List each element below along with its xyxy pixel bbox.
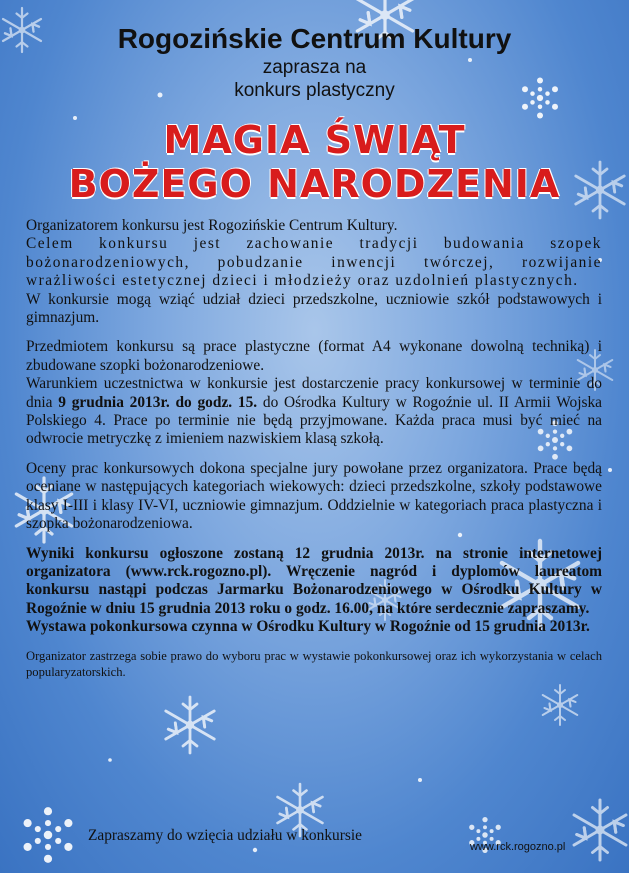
conditions-paragraph (26, 375, 602, 449)
goal-paragraph: Celem konkursu jest zachowanie tradycji budowania szopek bożonarodzeniowych, pobudzanie inwencji twórczej, rozwijanie wrażliwości estetycznej dzieci i młodzieży oraz uzdolnień plastycznych. (26, 235, 602, 290)
conditions-text-b: do Ośrodka Kultury w Rogoźnie ul. II Armii Wojska Polskiego 4. Prace po terminie nie będą przyjmowane. Każda praca musi być mieć na odwrocie metryczkę z imieniem nazwiskiem klasą szkołą. (26, 393, 602, 448)
results-paragraph: Wyniki konkursu ogłoszone zostaną 12 grudnia 2013r. na stronie internetowej organizatora (www.rck.rogozno.pl). Wręczenie nagród i dyplomów laureatom konkursu nastąpi podczas Jarmarku Bożonarodzeniowego w Ośrodku Kultury w Rogoźnie w dniu 15 grudnia 2013 roku o godz. 16.00, na które serdecznie zapraszamy. (26, 544, 602, 617)
contest-title-line2: BOŻEGO NARODZENIA (68, 162, 561, 206)
organizer-name: Rogozińskie Centrum Kultury (117, 23, 512, 54)
jury-paragraph: Oceny prac konkursowych dokona specjalne jury powołane przez organizatora. Prace będą oceniane w następujących kategoriach wiekowych: dzieci przedszkolne, szkoły podstawowe klasy I-III i klasy IV-VI, uczniowie gimnazjum. Oddzielnie w kategoriach praca plastyczna i szopka bożonarodzeniowa. (26, 459, 602, 533)
footer-invite: Zapraszamy do wzięcia udziału w konkursie (88, 827, 362, 844)
deadline-date: 9 grudnia 2013r. do godz. 15. (58, 393, 258, 411)
header (0, 22, 629, 102)
contest-title-line1: MAGIA ŚWIĄT (163, 118, 466, 162)
conditions-text-a: Warunkiem uczestnictwa w konkursie jest dostarczenie pracy konkursowej w terminie do dnia (26, 375, 602, 411)
participants-paragraph: W konkursie mogą wziąć udział dzieci przedszkolne, uczniowie szkół podstawowych i gimnazjum. (26, 290, 602, 327)
contest-title (0, 118, 629, 206)
invites-line: zaprasza na (262, 57, 367, 78)
contest-rules (26, 217, 602, 680)
subject-paragraph: Przedmiotem konkursu są prace plastyczne (format A4 wykonane dowolną techniką) i zbudowane szopki bożonarodzeniowe. (26, 338, 602, 374)
website-url: www.rck.rogozno.pl (470, 841, 566, 853)
contest-type: konkurs plastyczny (234, 80, 395, 101)
exhibition-paragraph: Wystawa pokonkursowa czynna w Ośrodku Kultury w Rogoźnie od 15 grudnia 2013r. (26, 618, 590, 636)
organizer-paragraph: Organizatorem konkursu jest Rogozińskie Centrum Kultury. (26, 217, 398, 234)
rights-paragraph: Organizator zastrzega sobie prawo do wyboru prac w wystawie pokonkursowej oraz ich wykorzystania w celach popularyzatorskich. (26, 648, 602, 679)
